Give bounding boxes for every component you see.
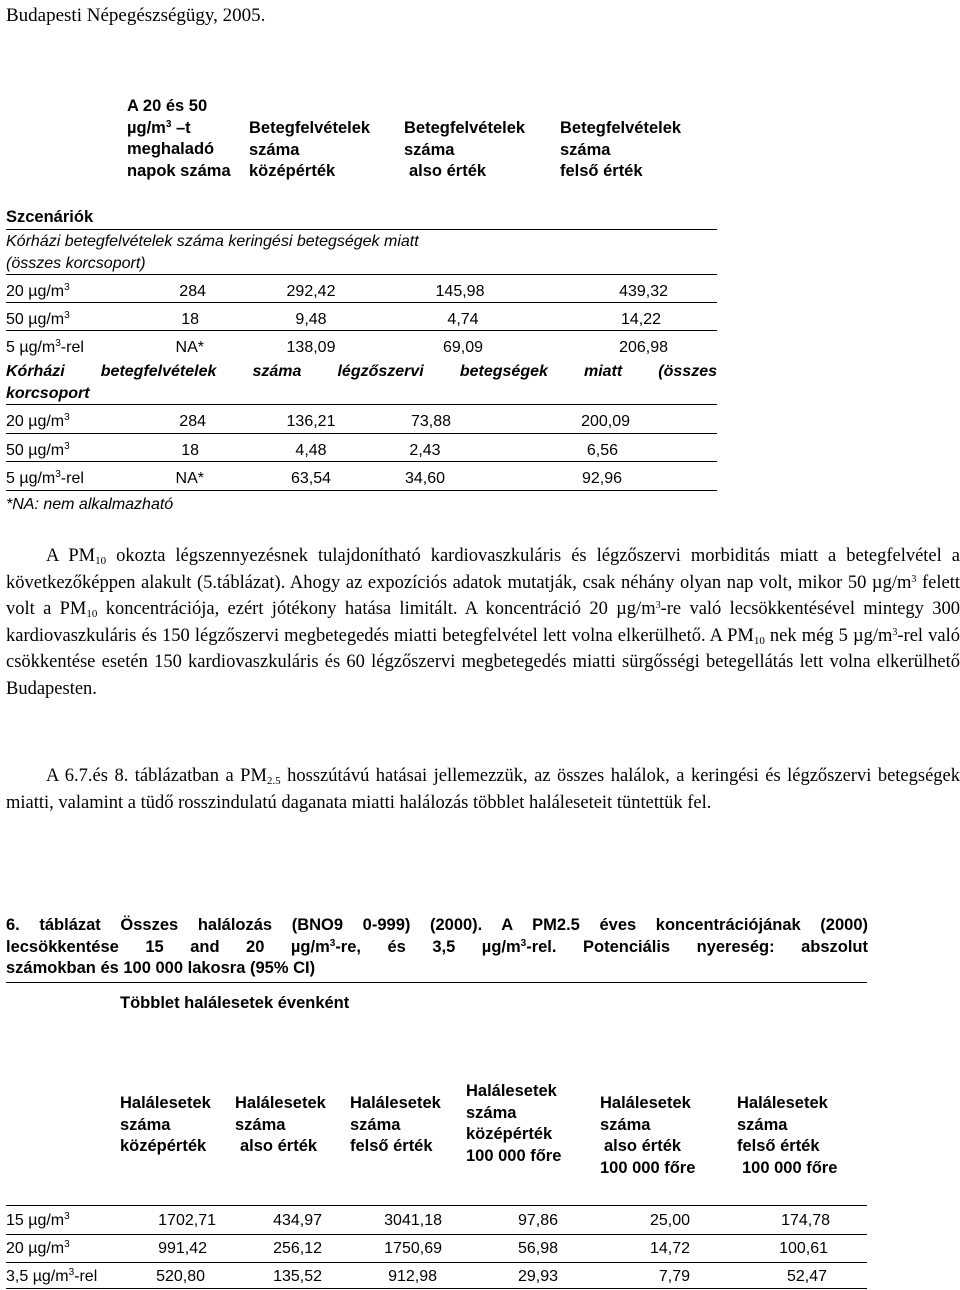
table1-rule	[6, 229, 717, 230]
cell: 991,42	[158, 1240, 207, 1257]
table6-rule	[6, 982, 867, 983]
cell-low: 2,43	[409, 442, 441, 459]
cell-mid: 138,09	[286, 339, 336, 356]
cell-days: NA*	[175, 339, 204, 356]
cell-low: 34,60	[404, 470, 446, 487]
cell-days: 284	[179, 283, 206, 300]
cell-days: 18	[181, 311, 199, 328]
cell: 29,93	[517, 1268, 558, 1285]
cell-high: 206,98	[619, 339, 668, 356]
cell: 97,86	[517, 1212, 558, 1229]
cell: 100,61	[779, 1240, 828, 1257]
cell-mid: 63,54	[290, 470, 332, 487]
row-label: 5 $\mu g/m^3$-rel	[6, 469, 84, 487]
cell: 3041,18	[384, 1212, 442, 1229]
section2-title: Kórházi betegfelvételek száma légzőszervi betegségek miatt (összes korcsoport	[6, 363, 717, 402]
table6-rule	[6, 1288, 867, 1289]
table1-rule	[6, 302, 717, 303]
cell-high: 439,32	[619, 283, 668, 300]
table6-rule	[6, 1262, 867, 1263]
cell-high: 200,09	[581, 413, 630, 430]
cell: 434,97	[273, 1212, 322, 1229]
cell: 256,12	[273, 1240, 322, 1257]
row-label: 15 $\mu g/m^3$	[6, 1211, 70, 1229]
table6-group-header: Többlet halálesetek évenként	[120, 994, 350, 1012]
table6-col-header: Halálesetek száma középérték	[120, 1094, 211, 1155]
cell: 135,52	[273, 1268, 322, 1285]
table1-col-header-mid: Betegfelvételek száma középérték	[249, 119, 371, 180]
cell: 1750,69	[384, 1240, 442, 1257]
table1-rule	[6, 461, 717, 462]
cell: 56,98	[517, 1240, 558, 1257]
table1-col-header-low: Betegfelvételek száma also érték	[404, 119, 526, 180]
cell-low: 4,74	[447, 311, 479, 328]
cell: 25,00	[649, 1212, 690, 1229]
cell-days: NA*	[175, 470, 204, 487]
cell: 174,78	[781, 1212, 830, 1229]
table6-col-header: Halálesetek száma középérték 100 000 főre	[466, 1082, 562, 1165]
cell-mid: 4,48	[295, 442, 327, 459]
cell: 14,72	[649, 1240, 690, 1257]
body-paragraph: A 6.7.és 8. táblázatban a $PM_{2.5}$ hosszútávú hatásai jellemezzük, az összes halálok, a keringési és légzőszervi betegségek miatti, valamint a tüdő rosszindulatú daganata miatti halálozás többlet haláleseteit tüntettük fel.	[6, 766, 960, 813]
table1-rule	[6, 330, 717, 331]
table1-rule	[6, 404, 717, 405]
running-header: Budapesti Népegészségügy, 2005.	[6, 5, 266, 26]
cell: 912,98	[388, 1268, 437, 1285]
table1-col-header-days: A 20 és 50 $\mu g/m^3$ –t meghaladó napok száma	[127, 97, 231, 180]
table1-rule	[6, 274, 717, 275]
row-label: 3,5 $\mu g/m^3$-rel	[6, 1267, 98, 1285]
row-label: 5 $\mu g/m^3$-rel	[6, 338, 84, 356]
row-label: 50 $\mu g/m^3$	[6, 441, 70, 459]
cell: 52,47	[786, 1268, 827, 1285]
row-label: 20 $\mu g/m^3$	[6, 282, 70, 300]
table1-footnote: *NA: nem alkalmazható	[6, 496, 174, 513]
row-label: 20 $\mu g/m^3$	[6, 1239, 70, 1257]
table6-col-header: Halálesetek száma felső érték 100 000 főre	[737, 1094, 838, 1177]
table1-col-header-high: Betegfelvételek száma felső érték	[560, 119, 682, 180]
cell-high: 14,22	[620, 311, 661, 328]
table1-rule	[6, 433, 717, 434]
section1-title: Kórházi betegfelvételek száma keringési betegségek miatt (összes korcsoport)	[6, 233, 419, 272]
cell-low: 145,98	[435, 283, 485, 300]
cell: 1702,71	[158, 1212, 216, 1229]
table6-col-header: Halálesetek száma also érték 100 000 főre	[600, 1094, 696, 1177]
cell-high: 6,56	[586, 442, 618, 459]
cell-low: 73,88	[410, 413, 452, 430]
table6-caption: 6. táblázat Összes halálozás (BNO9 0-999) (2000). A PM2.5 éves koncentrációjának (2000) lecsökkentése 15 and 20 $\mu g/m^3-re$, és 3,5 $\mu g/m^3$-rel. Potenciális nyereség: abszolut számokban és 100 000 lakosra (95% CI)	[6, 916, 868, 977]
body-paragraph: A $PM_{10}$ okozta légszennyezésnek tulajdonítható kardiovaszkuláris és légzőszervi morbiditás miatt a betegfelvétel a következőképpen alakult (5.táblázat). Ahogy az expozíciós adatok mutatják, csak néhány olyan nap volt, mikor 50 $\mu g/m^3$ felett volt a $PM_{10}$ koncentrációja, ezért jótékony hatása limitált. A koncentráció 20 $\mu g/m^3-re$ való lecsökkentésével mintegy 300 kardiovaszkuláris és 150 légzőszervi megbetegedés miatti betegfelvétel lett volna elkerülhető. A $PM_{10}$ nek még 5 $\mu g/m^3$-rel való csökkentése esetén 150 kardiovaszkuláris és 60 légzőszervi megbetegedés miatti sürgősségi betegellátás lett volna elkerülhető Budapesten.	[6, 546, 960, 699]
cell-days: 284	[179, 413, 206, 430]
cell-mid: 136,21	[286, 413, 336, 430]
table6-col-header: Halálesetek száma felső érték	[350, 1094, 441, 1155]
table6-rule	[6, 1205, 867, 1206]
row-label: 50 $\mu g/m^3$	[6, 310, 70, 328]
scenarios-label: Szcenáriók	[6, 208, 94, 226]
row-label: 20 $\mu g/m^3$	[6, 412, 70, 430]
cell-high: 92,96	[581, 470, 622, 487]
cell: 7,79	[658, 1268, 690, 1285]
cell-mid: 292,42	[286, 283, 336, 300]
table1-rule	[6, 490, 717, 491]
cell: 520,80	[156, 1268, 205, 1285]
cell-low: 69,09	[442, 339, 484, 356]
cell-days: 18	[181, 442, 199, 459]
table6-col-header: Halálesetek száma also érték	[235, 1094, 326, 1155]
cell-mid: 9,48	[295, 311, 327, 328]
table6-rule	[6, 1234, 867, 1235]
